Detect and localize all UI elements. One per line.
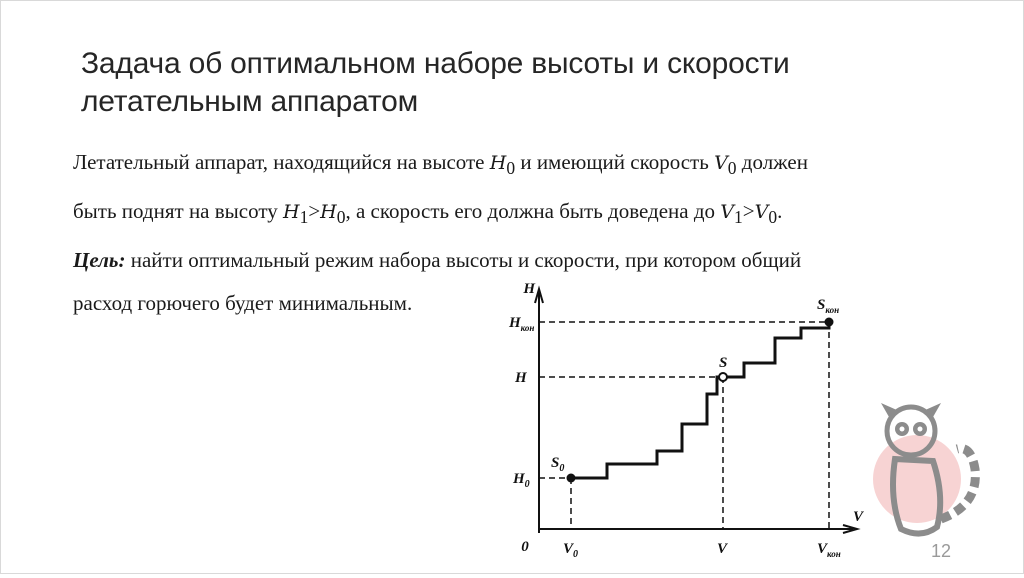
goal-label: Цель: [73,248,126,273]
point-s0 [567,474,576,483]
label-s-kon-sub: кон [825,305,840,315]
math-var: V [720,201,735,224]
tick-label-h0-sub: 0 [524,479,530,490]
label-s0 [551,455,564,474]
tick-label-h-kon-main: H [509,315,521,331]
tick-label-v0-main: V [563,541,574,557]
math-sub: 1 [734,207,743,228]
math-sub: 1 [299,207,309,228]
math-sub: 0 [727,158,737,179]
tick-label-v-kon [817,541,841,559]
tick-label-v-kon-main: V [817,541,828,557]
tick-label-v: V [717,541,728,557]
text-segment: найти оптимальный режим набора высоты и скорости, при котором общий [125,248,802,273]
slide-title [81,45,981,121]
label-s-kon [817,297,839,315]
label-s0-sub: 0 [559,463,565,474]
origin-label: 0 [521,539,529,555]
math-op: > [308,199,321,224]
title-line-1: Задача об оптимальном наборе высоты и скорости [81,47,790,80]
text-segment: . [777,199,783,224]
math-op: > [742,199,755,224]
tick-label-v0 [563,541,578,560]
tick-label-v-kon-sub: кон [827,549,841,559]
math-sub: 0 [336,207,346,228]
text-segment: быть поднят на высоту [73,199,283,224]
tick-label-h-kon-sub: кон [520,323,535,333]
math-sub: 0 [768,207,778,228]
math-var: V [714,152,728,174]
math-var: V [754,201,769,224]
math-var: H [282,201,300,224]
label-s: S [719,355,728,371]
y-axis-label: H [523,281,535,297]
tick-label-v0-sub: 0 [573,549,579,560]
lemur-icon [871,389,991,549]
point-s-kon [825,318,834,327]
text-segment: должен [736,150,808,174]
text-segment: и имеющий скорость [515,150,715,174]
tick-label-h-kon [508,315,534,333]
point-s [719,373,727,381]
tick-label-h: H [515,370,527,386]
diagram-svg [491,271,871,573]
text-segment: , а скорость его должна быть доведена до [345,199,721,224]
text-segment: Летательный аппарат, находящийся на высоте [73,150,490,174]
tick-label-h0-main: H [513,471,525,487]
title-line-2: летательным аппаратом [81,85,419,118]
paragraph-line-2 [73,190,973,239]
math-sub: 0 [506,158,516,179]
tick-label-h0 [512,471,530,490]
math-var: H [320,201,337,224]
lemur-mascot-logo [871,389,991,549]
label-s-kon-main: S [817,297,826,313]
paragraph-line-4: расход горючего будет минимальным. [73,291,413,316]
label-s0-main: S [551,455,560,471]
page-number: 12 [930,541,952,561]
trajectory-staircase [571,322,829,478]
paragraph-line-1 [73,141,973,190]
math-var: H [489,152,507,174]
x-axis-label: V [853,509,864,525]
altitude-speed-diagram [491,271,871,573]
